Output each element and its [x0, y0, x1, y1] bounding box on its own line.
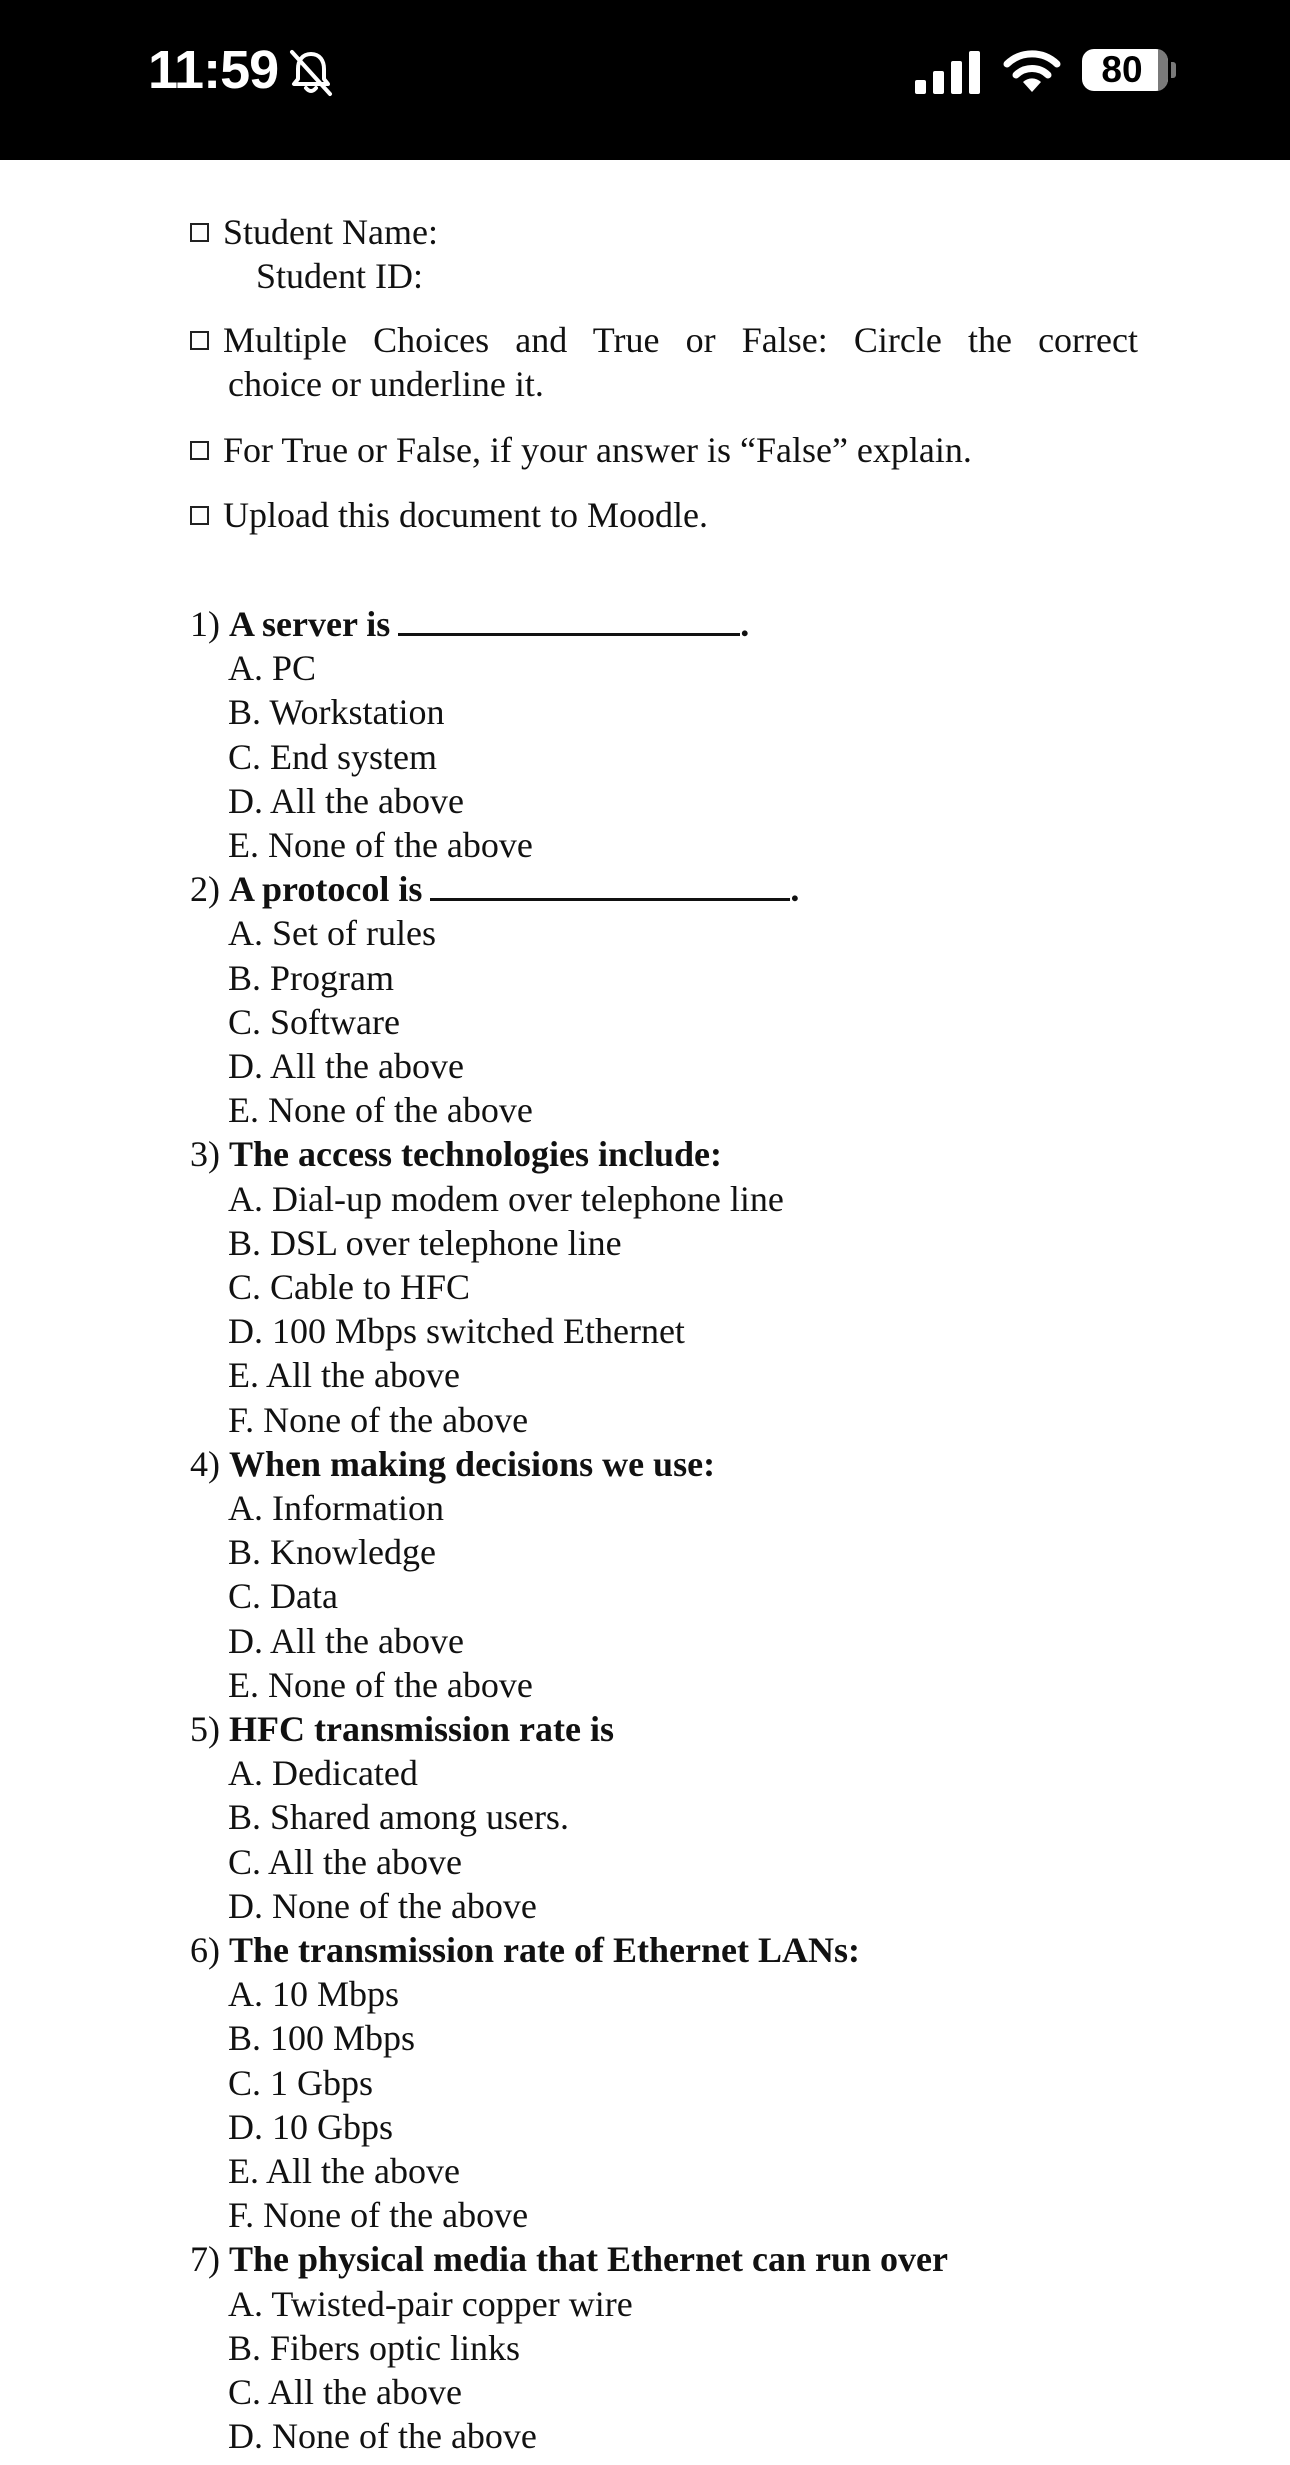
signal-bars-icon	[913, 50, 983, 94]
multiple-choice-line2-wrap	[228, 362, 544, 406]
checkbox-icon	[190, 441, 209, 460]
question-text: A protocol is	[229, 869, 423, 910]
answer-option[interactable]: D. None of the above	[228, 2416, 537, 2457]
answer-option[interactable]: B. Fibers optic links	[228, 2327, 521, 2368]
answer-option[interactable]: B. Shared among users.	[228, 1797, 569, 1838]
student-name-label: Student Name:	[223, 212, 438, 252]
question-2	[190, 867, 799, 911]
answer-option[interactable]: F. None of the above	[228, 2195, 529, 2236]
answer-option[interactable]: B. Knowledge	[228, 1532, 436, 1573]
status-bar	[0, 0, 1290, 160]
question-suffix: .	[790, 869, 800, 910]
question-text: The physical media that Ethernet can run over	[229, 2239, 948, 2280]
upload-text: Upload this document to Moodle.	[223, 495, 708, 535]
answer-option[interactable]: C. All the above	[228, 1841, 462, 1882]
battery-nub	[1171, 62, 1176, 78]
answer-option[interactable]: E. All the above	[228, 2151, 460, 2191]
answer-option[interactable]: E. All the above	[228, 1355, 460, 1396]
question-text: When making decisions we use:	[229, 1443, 716, 1484]
question-1	[190, 602, 749, 646]
answer-option[interactable]: D. All the above	[228, 780, 464, 821]
answer-option[interactable]: A. Set of rules	[228, 913, 436, 954]
checkbox-icon	[190, 223, 209, 242]
answer-option[interactable]: A. Dedicated	[228, 1753, 418, 1794]
answer-blank[interactable]	[398, 603, 740, 636]
answer-option[interactable]: E. None of the above	[228, 825, 533, 865]
question-text: The access technologies include:	[229, 1134, 722, 1175]
answer-option[interactable]: D. 10 Gbps	[228, 2106, 394, 2147]
answer-option[interactable]: D. 100 Mbps switched Ethernet	[228, 1311, 685, 1352]
multiple-choice-line2: choice or underline it.	[228, 364, 544, 404]
answer-option[interactable]: C. All the above	[228, 2372, 462, 2412]
wifi-icon	[1002, 46, 1062, 94]
question-number: 2)	[190, 869, 220, 910]
answer-option[interactable]: D. None of the above	[228, 1885, 537, 1926]
question-text: A server is	[229, 604, 391, 644]
question-5	[190, 1707, 614, 1751]
answer-option[interactable]: E. None of the above	[228, 1090, 533, 1131]
multiple-choice-line1: Multiple Choices and True or False: Circle the correct	[223, 320, 1138, 360]
question-3	[190, 1132, 722, 1176]
checkbox-icon	[190, 331, 209, 350]
answer-option[interactable]: A. Information	[228, 1488, 444, 1528]
answer-option[interactable]: B. 100 Mbps	[228, 2018, 416, 2059]
answer-option[interactable]: C. 1 Gbps	[228, 2062, 374, 2103]
true-false-text: For True or False, if your answer is “False” explain.	[223, 430, 972, 470]
answer-option[interactable]: C. Data	[228, 1576, 338, 1617]
student-id-label: Student ID:	[256, 256, 423, 296]
question-number: 7)	[190, 2239, 220, 2280]
answer-option[interactable]: A. 10 Mbps	[228, 1974, 400, 2015]
question-number: 6)	[190, 1930, 220, 1970]
question-4	[190, 1442, 715, 1486]
status-time: 11:59	[148, 40, 279, 100]
question-6	[190, 1928, 860, 1972]
answer-option[interactable]: C. Software	[228, 1001, 400, 1042]
question-number: 4)	[190, 1443, 220, 1484]
answer-option[interactable]: C. Cable to HFC	[228, 1267, 471, 1307]
upload-instruction	[190, 493, 708, 537]
question-text: The transmission rate of Ethernet LANs:	[229, 1930, 860, 1970]
question-number: 5)	[190, 1709, 220, 1749]
student-name-line	[190, 210, 438, 254]
question-text: HFC transmission rate is	[229, 1709, 614, 1749]
answer-option[interactable]: C. End system	[228, 736, 438, 777]
question-suffix: .	[740, 604, 750, 644]
true-false-instruction	[190, 428, 972, 472]
question-7	[190, 2237, 948, 2281]
bell-slash-icon	[286, 48, 336, 98]
answer-option[interactable]: A. PC	[228, 648, 317, 689]
question-number: 1)	[190, 604, 220, 644]
battery-level: 80	[1101, 49, 1143, 90]
answer-option[interactable]: D. All the above	[228, 1620, 464, 1661]
answer-option[interactable]: A. Twisted-pair copper wire	[228, 2283, 633, 2324]
multiple-choice-instruction	[190, 318, 1138, 362]
battery-icon	[1082, 49, 1168, 91]
answer-option[interactable]: D. All the above	[228, 1046, 464, 1086]
answer-option[interactable]: A. Dial-up modem over telephone line	[228, 1178, 784, 1219]
answer-option[interactable]: B. Workstation	[228, 692, 445, 733]
answer-blank[interactable]	[430, 868, 790, 901]
question-number: 3)	[190, 1134, 220, 1175]
answer-option[interactable]: F. None of the above	[228, 1399, 529, 1440]
answer-option[interactable]: B. Program	[228, 957, 394, 998]
checkbox-icon	[190, 506, 209, 525]
student-id-line	[256, 254, 423, 298]
answer-option[interactable]: B. DSL over telephone line	[228, 1222, 622, 1263]
answer-option[interactable]: E. None of the above	[228, 1664, 533, 1705]
